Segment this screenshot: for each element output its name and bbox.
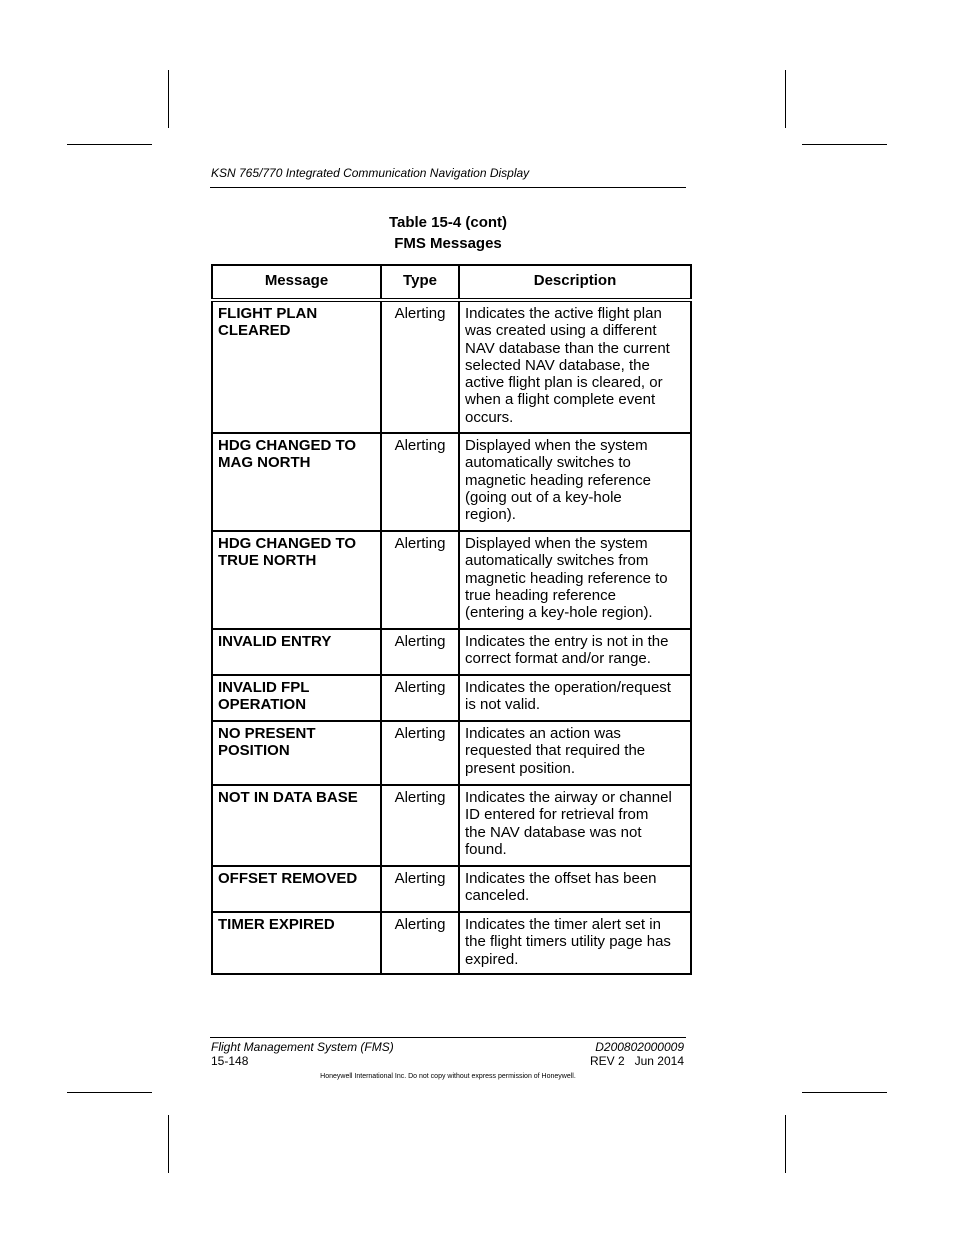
footer-left xyxy=(211,1041,394,1068)
column-header-type: Type xyxy=(381,265,459,300)
table-row xyxy=(212,912,691,974)
description-cell xyxy=(459,629,691,675)
table-row xyxy=(212,785,691,866)
message-cell xyxy=(212,433,381,531)
message-line: OPERATION xyxy=(218,696,307,714)
description-cell xyxy=(459,433,691,531)
message-cell xyxy=(212,675,381,721)
type-cell xyxy=(381,300,459,433)
description-line: NAV database than the current xyxy=(465,339,670,357)
message-line: HDG CHANGED TO xyxy=(218,437,357,454)
message-line: TRUE NORTH xyxy=(218,552,317,570)
crop-mark xyxy=(785,1115,786,1173)
copyright-notice: Honeywell International Inc. Do not copy without express permission of Honeywell. xyxy=(320,1073,576,1080)
message-cell xyxy=(212,721,381,785)
description-cell xyxy=(459,675,691,721)
description-line: magnetic heading reference xyxy=(465,471,651,489)
type-label: Alerting xyxy=(394,789,446,806)
description-line: automatically switches to xyxy=(465,454,631,472)
description-line: active flight plan is cleared, or xyxy=(465,374,663,392)
type-label: Alerting xyxy=(394,916,446,933)
crop-mark xyxy=(785,70,786,128)
type-cell xyxy=(381,866,459,912)
table-title: FMS Messages xyxy=(394,235,502,252)
message-cell xyxy=(212,866,381,912)
description-line: Indicates the operation/request xyxy=(465,679,671,696)
message-cell xyxy=(212,785,381,866)
table-row xyxy=(212,675,691,721)
description-line: (going out of a key-hole xyxy=(465,488,622,506)
type-label: Alerting xyxy=(394,679,446,696)
description-line: canceled. xyxy=(465,887,530,905)
document-number: D200802000009 xyxy=(595,1040,684,1054)
crop-mark xyxy=(168,1115,169,1173)
description-line: ID entered for retrieval from xyxy=(465,806,649,824)
description-line: Indicates an action was xyxy=(465,725,621,742)
description-cell xyxy=(459,866,691,912)
description-line: the flight timers utility page has xyxy=(465,933,671,951)
message-cell xyxy=(212,629,381,675)
page-number: 15-148 xyxy=(211,1053,249,1068)
table-header-row xyxy=(212,265,691,300)
table-row xyxy=(212,866,691,912)
header-rule xyxy=(210,187,686,188)
message-line: NO PRESENT xyxy=(218,725,316,742)
description-line: is not valid. xyxy=(465,696,541,714)
description-line: present position. xyxy=(465,759,576,777)
type-label: Alerting xyxy=(394,870,446,887)
description-line: expired. xyxy=(465,950,519,968)
message-cell xyxy=(212,300,381,433)
type-cell xyxy=(381,675,459,721)
description-line: Indicates the timer alert set in xyxy=(465,916,661,933)
crop-mark xyxy=(67,144,152,145)
description-line: Indicates the airway or channel xyxy=(465,789,672,806)
type-label: Alerting xyxy=(394,535,446,552)
column-header-description: Description xyxy=(459,265,691,300)
description-line: was created using a different xyxy=(465,322,657,340)
crop-mark xyxy=(67,1092,152,1093)
column-header-message: Message xyxy=(212,265,381,300)
description-line: true heading reference xyxy=(465,586,616,604)
table-row xyxy=(212,433,691,531)
type-label: Alerting xyxy=(394,633,446,650)
table-row xyxy=(212,531,691,629)
description-line: requested that required the xyxy=(465,742,646,760)
message-line: NOT IN DATA BASE xyxy=(218,789,358,806)
table-row xyxy=(212,629,691,675)
description-line: region). xyxy=(465,506,516,524)
description-line: found. xyxy=(465,840,507,858)
type-cell xyxy=(381,785,459,866)
type-cell xyxy=(381,721,459,785)
fms-messages-table xyxy=(211,264,692,975)
type-cell xyxy=(381,912,459,974)
message-line: OFFSET REMOVED xyxy=(218,870,358,887)
description-line: Displayed when the system xyxy=(465,437,648,454)
description-line: selected NAV database, the xyxy=(465,356,650,374)
type-label: Alerting xyxy=(394,305,446,322)
description-cell xyxy=(459,531,691,629)
table-row xyxy=(212,721,691,785)
description-line: Indicates the offset has been xyxy=(465,870,657,887)
message-line: INVALID ENTRY xyxy=(218,633,332,650)
description-line: Displayed when the system xyxy=(465,535,648,552)
description-line: correct format and/or range. xyxy=(465,650,651,668)
description-line: Indicates the entry is not in the xyxy=(465,633,669,650)
footer-rule xyxy=(210,1037,686,1038)
revision: REV 2 Jun 2014 xyxy=(589,1053,684,1068)
description-cell xyxy=(459,785,691,866)
message-line: MAG NORTH xyxy=(218,454,311,472)
table-number: Table 15-4 (cont) xyxy=(388,214,508,231)
description-cell xyxy=(459,721,691,785)
message-line: INVALID FPL xyxy=(218,679,310,696)
description-line: when a flight complete event xyxy=(465,391,656,409)
type-cell xyxy=(381,629,459,675)
message-line: FLIGHT PLAN xyxy=(218,305,318,322)
type-label: Alerting xyxy=(394,725,446,742)
description-cell xyxy=(459,300,691,433)
message-line: HDG CHANGED TO xyxy=(218,535,357,552)
message-line: TIMER EXPIRED xyxy=(218,916,335,933)
crop-mark xyxy=(802,1092,887,1093)
description-line: occurs. xyxy=(465,408,514,426)
message-line: CLEARED xyxy=(218,322,291,340)
type-cell xyxy=(381,531,459,629)
description-cell xyxy=(459,912,691,974)
message-cell xyxy=(212,531,381,629)
running-header: KSN 765/770 Integrated Communication Navigation Display xyxy=(211,166,530,180)
crop-mark xyxy=(802,144,887,145)
message-cell xyxy=(212,912,381,974)
message-line: POSITION xyxy=(218,742,290,760)
footer-right xyxy=(590,1041,684,1068)
description-line: (entering a key-hole region). xyxy=(465,604,653,622)
crop-mark xyxy=(168,70,169,128)
description-line: the NAV database was not xyxy=(465,823,642,841)
footer-section-title: Flight Management System (FMS) xyxy=(211,1040,394,1054)
table-row xyxy=(212,300,691,433)
type-label: Alerting xyxy=(394,437,446,454)
description-line: magnetic heading reference to xyxy=(465,569,668,587)
description-line: Indicates the active flight plan xyxy=(465,305,662,322)
description-line: automatically switches from xyxy=(465,552,649,570)
type-cell xyxy=(381,433,459,531)
